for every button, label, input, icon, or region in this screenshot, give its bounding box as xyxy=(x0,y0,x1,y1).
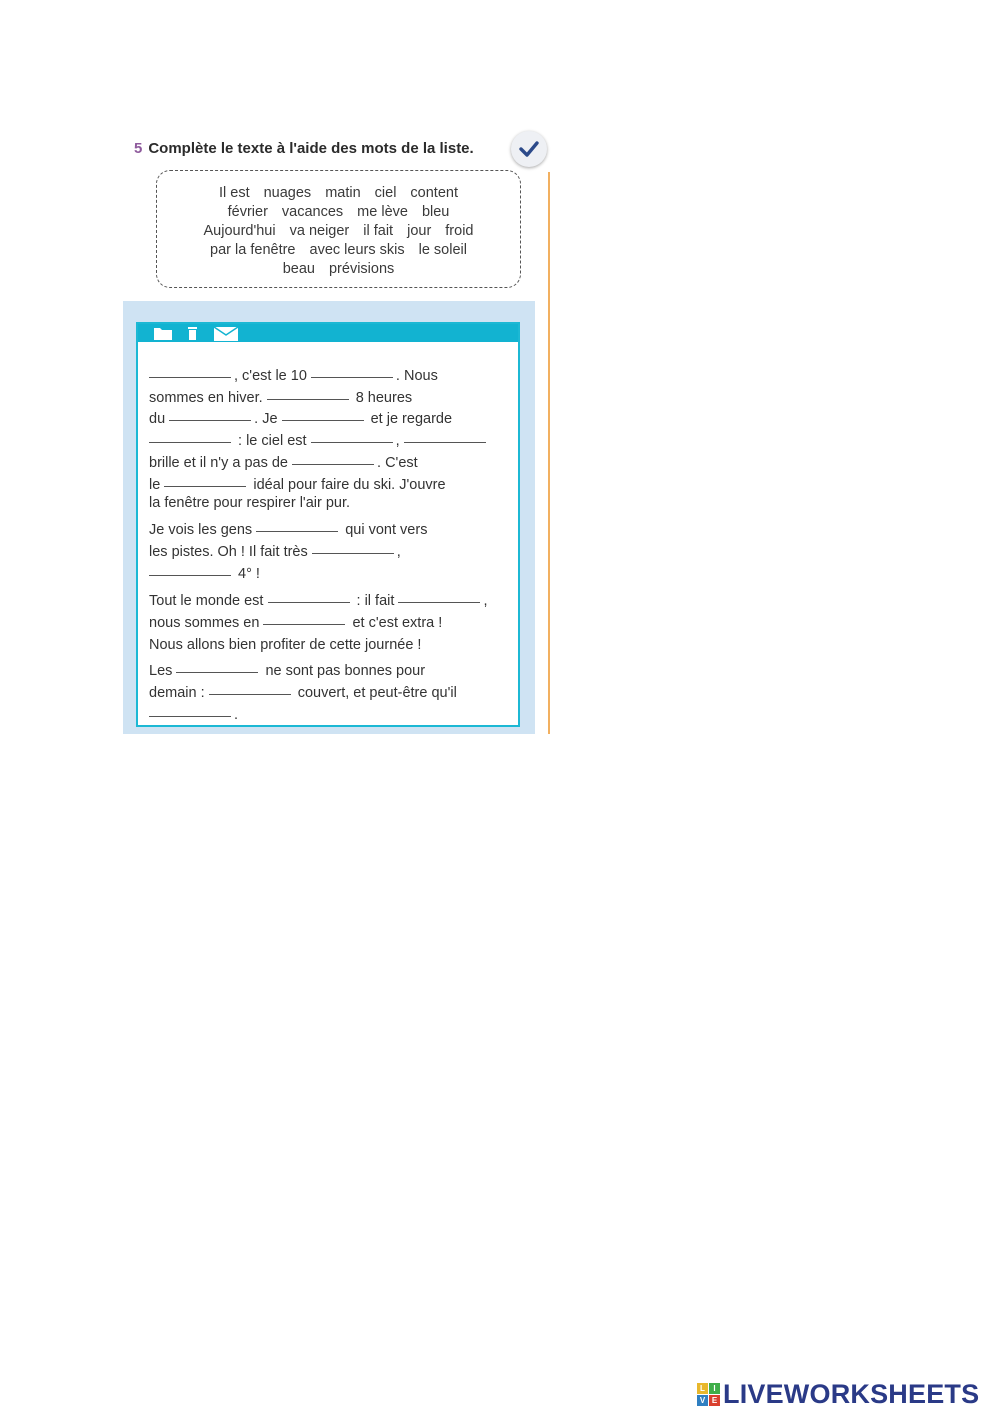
word-item: avec leurs skis xyxy=(309,242,405,258)
word-item: vacances xyxy=(281,204,344,220)
blank-field[interactable] xyxy=(267,399,349,400)
text-fragment: 4° ! xyxy=(238,565,260,582)
blank-field[interactable] xyxy=(149,716,231,717)
card-toolbar xyxy=(138,324,518,342)
logo-letter: V xyxy=(697,1395,708,1406)
blank-field[interactable] xyxy=(176,672,258,673)
text-fragment: le xyxy=(149,476,161,493)
word-item: beau xyxy=(282,261,315,277)
paragraph-4 xyxy=(149,660,509,726)
word-item: ciel xyxy=(374,185,397,201)
blank-field[interactable] xyxy=(311,377,393,378)
word-item: par la fenêtre xyxy=(210,242,296,258)
text-fragment: demain : xyxy=(149,685,205,702)
blank-field[interactable] xyxy=(404,442,486,443)
text-fragment: idéal pour faire du ski. J'ouvre xyxy=(253,476,446,493)
word-item: matin xyxy=(325,185,361,201)
logo-text: LIVEWORKSHEETS xyxy=(723,1378,980,1409)
check-button[interactable] xyxy=(511,131,547,167)
folder-icon xyxy=(154,327,172,340)
blank-field[interactable] xyxy=(268,602,350,603)
blank-field[interactable] xyxy=(263,624,345,625)
trash-icon xyxy=(188,327,197,340)
text-line xyxy=(149,388,509,410)
text-fragment: , xyxy=(483,593,488,610)
blank-field[interactable] xyxy=(164,486,246,487)
text-line xyxy=(149,494,509,513)
word-item: nuages xyxy=(263,185,312,201)
paragraph-2 xyxy=(149,520,509,585)
word-item: prévisions xyxy=(328,261,395,277)
text-fragment: nous sommes en xyxy=(149,615,260,632)
gap-fill-text xyxy=(149,366,509,726)
word-list-box xyxy=(156,170,521,288)
word-list-row xyxy=(157,203,520,222)
text-line xyxy=(149,590,509,612)
word-item: bleu xyxy=(421,204,450,220)
text-fragment: : le ciel est xyxy=(238,433,307,450)
word-item: Il est xyxy=(218,185,250,201)
exercise-number: 5 xyxy=(134,140,143,157)
text-fragment: , xyxy=(396,543,401,560)
text-line xyxy=(149,564,509,586)
text-fragment: , c'est le 10 xyxy=(234,368,307,384)
word-list-row xyxy=(157,241,520,260)
word-list-row xyxy=(157,260,520,279)
text-fragment: Nous allons bien profiter de cette journée ! xyxy=(149,637,422,654)
word-item: il fait xyxy=(363,223,394,239)
logo-mark xyxy=(697,1383,720,1406)
word-item: février xyxy=(227,204,268,220)
text-line xyxy=(149,431,509,453)
text-fragment: . C'est xyxy=(377,454,418,471)
logo-letter: E xyxy=(709,1395,720,1406)
text-line xyxy=(149,409,509,431)
blank-field[interactable] xyxy=(398,602,480,603)
paragraph-1 xyxy=(149,366,509,513)
blank-field[interactable] xyxy=(256,531,338,532)
text-fragment: Tout le monde est xyxy=(149,593,264,610)
logo-letter: I xyxy=(709,1383,720,1394)
blank-field[interactable] xyxy=(282,420,364,421)
text-fragment: couvert, et peut-être qu'il xyxy=(297,685,457,702)
text-fragment: ne sont pas bonnes pour xyxy=(265,663,426,680)
word-item: le soleil xyxy=(418,242,467,258)
checkmark-icon xyxy=(519,140,539,158)
exercise-header xyxy=(134,140,474,157)
text-fragment: 8 heures xyxy=(355,389,413,406)
text-fragment: : il fait xyxy=(356,593,395,610)
word-item: froid xyxy=(445,223,474,239)
text-line xyxy=(149,453,509,475)
text-fragment: Je vois les gens xyxy=(149,522,253,539)
text-fragment: , xyxy=(395,433,400,450)
blank-field[interactable] xyxy=(149,575,231,576)
text-line xyxy=(149,612,509,634)
text-line xyxy=(149,634,509,656)
mail-icon xyxy=(214,327,238,341)
word-list-row xyxy=(157,222,520,241)
text-line xyxy=(149,542,509,564)
text-line xyxy=(149,475,509,497)
text-fragment: . Nous xyxy=(395,368,438,384)
text-fragment: . xyxy=(234,707,239,724)
liveworksheets-logo xyxy=(697,1378,979,1410)
text-fragment: et je regarde xyxy=(370,411,453,428)
paragraph-3 xyxy=(149,590,509,656)
blank-field[interactable] xyxy=(149,377,231,378)
word-item: me lève xyxy=(357,204,408,220)
word-item: jour xyxy=(407,223,432,239)
text-line xyxy=(149,366,509,388)
text-fragment: et c'est extra ! xyxy=(352,615,443,632)
word-item: content xyxy=(410,185,458,201)
blank-field[interactable] xyxy=(311,442,393,443)
exercise-instruction: Complète le texte à l'aide des mots de la liste. xyxy=(148,140,474,157)
text-line xyxy=(149,660,509,682)
blank-field[interactable] xyxy=(209,694,291,695)
text-fragment: . Je xyxy=(254,411,278,428)
text-line xyxy=(149,704,509,726)
blank-field[interactable] xyxy=(149,442,231,443)
text-fragment: qui vont vers xyxy=(345,522,428,539)
text-fragment: les pistes. Oh ! Il fait très xyxy=(149,543,308,560)
text-line xyxy=(149,682,509,704)
blank-field[interactable] xyxy=(292,464,374,465)
logo-letter: L xyxy=(697,1383,708,1394)
message-card xyxy=(136,322,520,727)
margin-rule xyxy=(548,172,550,734)
word-item: va neiger xyxy=(289,223,350,239)
text-fragment: brille et il n'y a pas de xyxy=(149,454,288,471)
text-fragment: du xyxy=(149,411,166,428)
blank-field[interactable] xyxy=(312,553,394,554)
word-item: Aujourd'hui xyxy=(203,223,276,239)
text-fragment: la fenêtre pour respirer l'air pur. xyxy=(149,495,351,512)
word-list-row xyxy=(157,184,520,203)
text-fragment: sommes en hiver. xyxy=(149,389,263,406)
text-line xyxy=(149,520,509,542)
text-fragment: Les xyxy=(149,663,173,680)
blank-field[interactable] xyxy=(169,420,251,421)
